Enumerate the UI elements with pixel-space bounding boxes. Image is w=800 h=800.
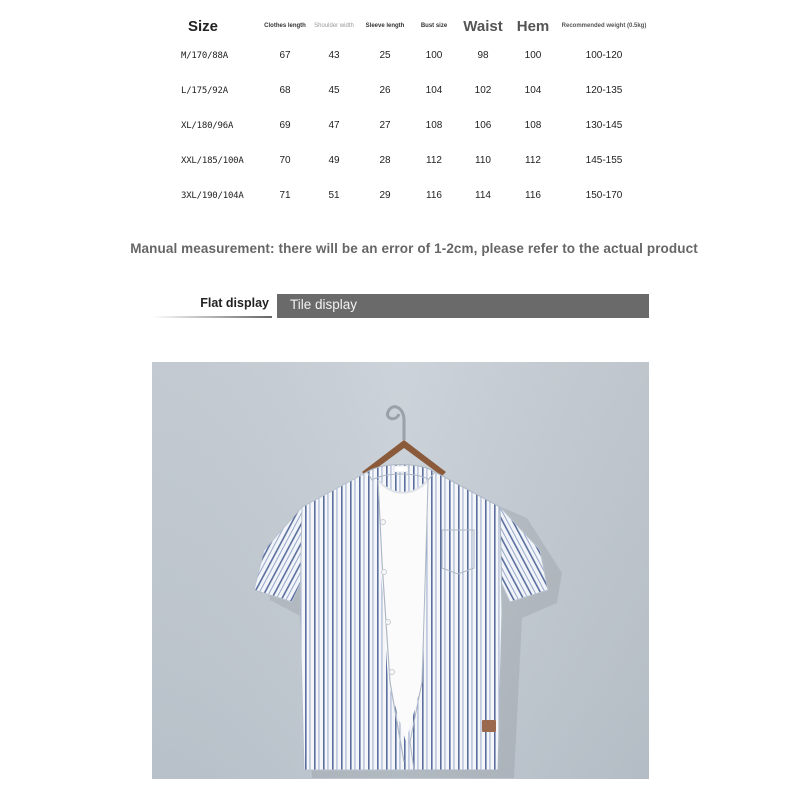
- size-row: [170, 178, 650, 213]
- cell-sleeve-length: 26: [379, 85, 391, 96]
- cell-bust-size: 116: [426, 190, 442, 201]
- header-size: Size: [188, 17, 219, 35]
- cell-shoulder-width: 51: [328, 190, 340, 201]
- cell-hem: 104: [524, 85, 542, 96]
- cell-size: L/175/92A: [181, 85, 228, 96]
- size-row: [170, 38, 650, 73]
- cell-weight: 120-135: [585, 85, 623, 96]
- collar-label: [394, 466, 408, 472]
- cell-clothes-length: 68: [279, 85, 291, 96]
- cell-shoulder-width: 47: [328, 120, 340, 131]
- cell-weight: 150-170: [585, 190, 623, 201]
- size-row: [170, 73, 650, 108]
- cell-hem: 112: [525, 155, 541, 166]
- cell-waist: 102: [474, 85, 492, 96]
- cell-waist: 98: [477, 50, 489, 61]
- measurement-note: Manual measurement: there will be an error of 1-2cm, please refer to the actual product: [130, 241, 698, 256]
- cell-weight: 130-145: [585, 120, 623, 131]
- cell-shoulder-width: 45: [328, 85, 340, 96]
- cell-bust-size: 104: [425, 85, 443, 96]
- header-sleeve-length: Sleeve length: [365, 22, 405, 29]
- size-chart-table: [170, 14, 650, 213]
- cell-waist: 106: [474, 120, 492, 131]
- tab-underline: [152, 316, 272, 318]
- cell-size: M/170/88A: [181, 50, 228, 61]
- cell-clothes-length: 67: [279, 50, 291, 61]
- striped-shirt-illustration: [152, 362, 649, 779]
- product-photo: [152, 362, 649, 779]
- header-clothes-length: Clothes length: [264, 22, 306, 29]
- hem-tag: [482, 720, 496, 732]
- header-recommended-weight: Recommended weight (0.5kg): [561, 23, 647, 29]
- header-waist: Waist: [463, 17, 503, 35]
- cell-shoulder-width: 43: [328, 50, 340, 61]
- tab-tile-label: Tile display: [290, 297, 358, 312]
- cell-sleeve-length: 28: [379, 155, 391, 166]
- cell-weight: 100-120: [585, 50, 623, 61]
- cell-bust-size: 112: [426, 155, 442, 166]
- cell-size: 3XL/190/104A: [181, 190, 244, 201]
- cell-clothes-length: 71: [279, 190, 291, 201]
- cell-clothes-length: 70: [279, 155, 291, 166]
- cell-sleeve-length: 29: [379, 190, 391, 201]
- cell-sleeve-length: 27: [379, 120, 391, 131]
- cell-hem: 116: [525, 190, 541, 201]
- size-row: [170, 108, 650, 143]
- cell-size: XL/180/96A: [181, 120, 234, 131]
- cell-waist: 110: [475, 155, 491, 166]
- header-bust-size: Bust size: [420, 22, 448, 29]
- header-shoulder-width: Shoulder width: [314, 22, 354, 29]
- cell-bust-size: 100: [425, 50, 443, 61]
- cell-clothes-length: 69: [279, 120, 291, 131]
- size-chart-header-row: [170, 14, 650, 38]
- cell-hem: 100: [524, 50, 542, 61]
- cell-weight: 145-155: [585, 155, 623, 166]
- cell-hem: 108: [524, 120, 542, 131]
- tab-flat-label: Flat display: [200, 296, 269, 310]
- cell-sleeve-length: 25: [379, 50, 391, 61]
- tab-tile-display[interactable]: [277, 294, 649, 318]
- cell-size: XXL/185/100A: [181, 155, 244, 166]
- display-tabs: [152, 294, 649, 318]
- header-hem: Hem: [516, 17, 550, 35]
- tab-flat-display[interactable]: [152, 294, 272, 318]
- cell-shoulder-width: 49: [328, 155, 340, 166]
- cell-waist: 114: [475, 190, 491, 201]
- chest-pocket: [442, 530, 474, 574]
- size-row: [170, 143, 650, 178]
- cell-bust-size: 108: [425, 120, 443, 131]
